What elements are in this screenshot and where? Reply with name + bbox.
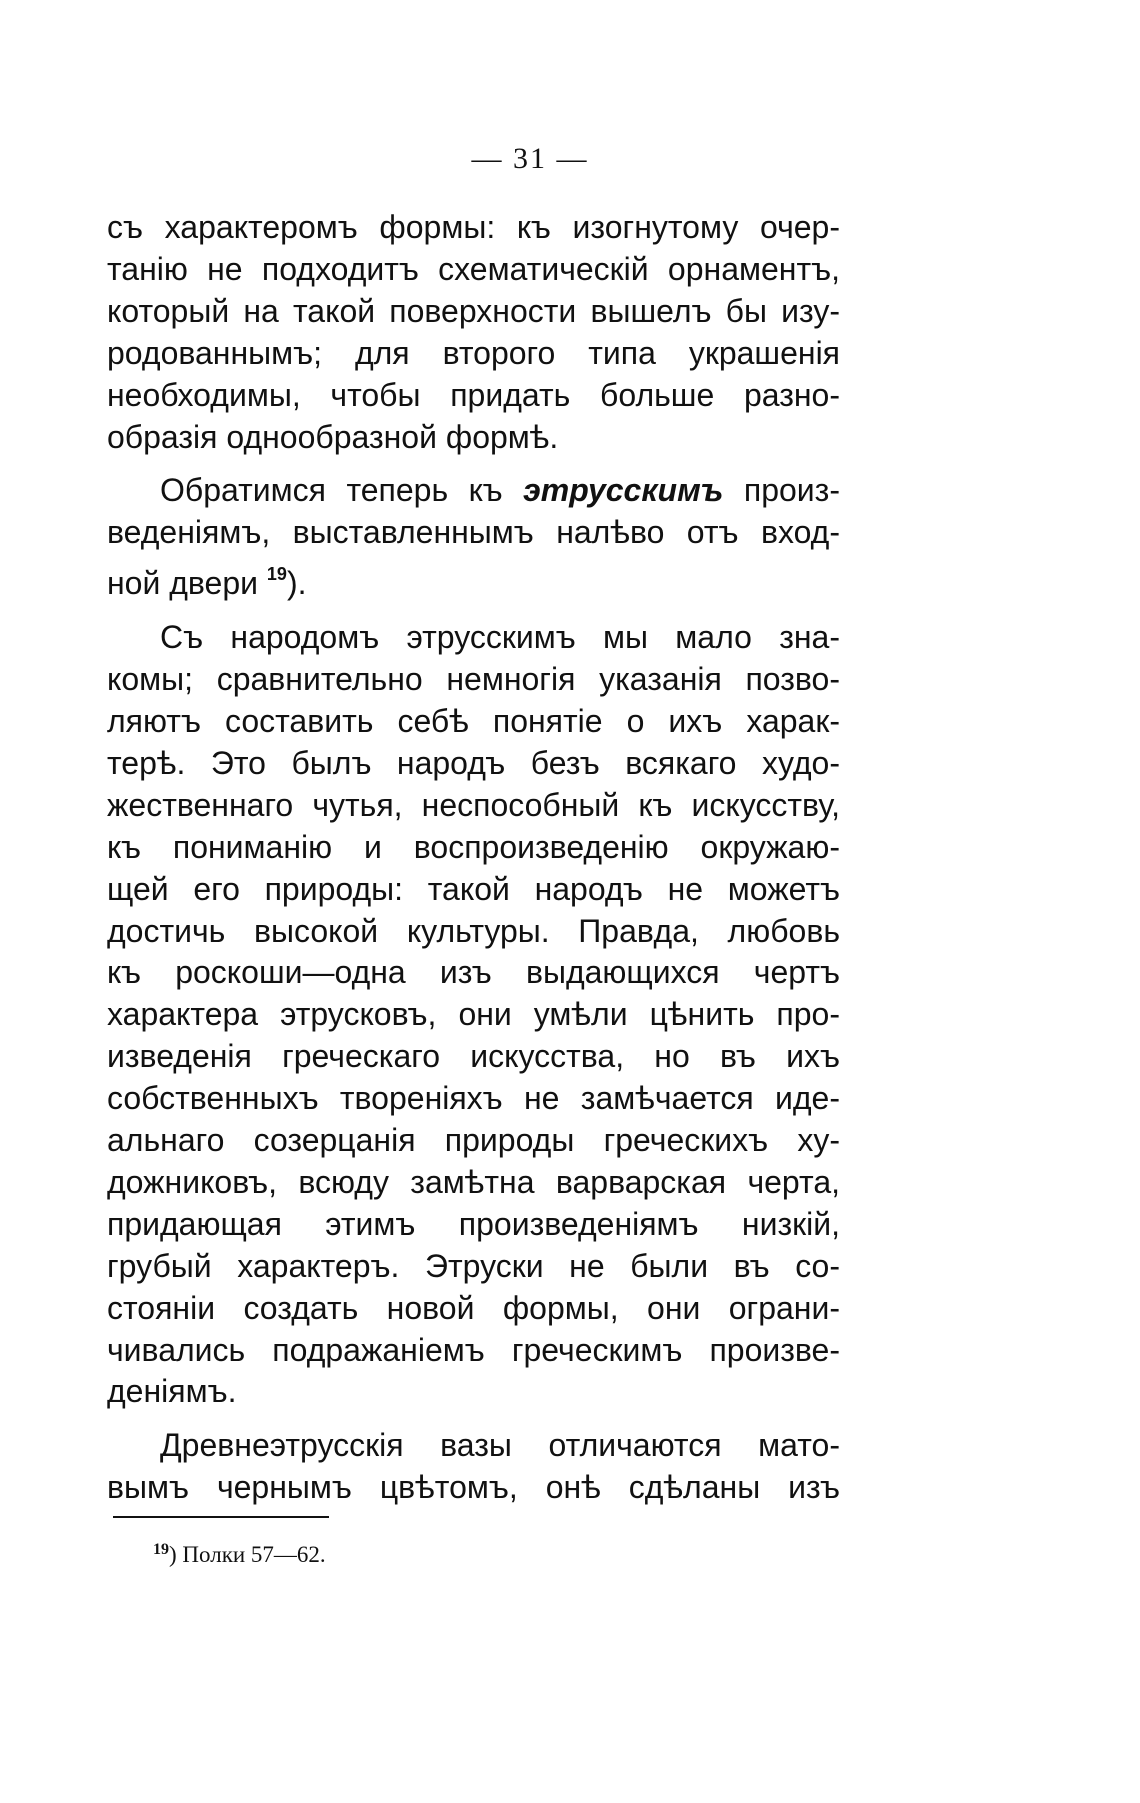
paragraph-4: [107, 1425, 840, 1509]
text-line: грубый характеръ. Этруски не были въ со-: [107, 1247, 840, 1284]
text-run: Обратимся теперь къ: [160, 472, 524, 509]
text-line: съ характеромъ формы: къ изогнутому очер-: [107, 209, 840, 245]
text-line: вымъ чернымъ цвѣтомъ, онѣ сдѣланы изъ: [107, 1469, 840, 1506]
text-line: Древнеэтрусскія вазы отличаются мато-: [160, 1427, 840, 1464]
footnote-reference: 19: [266, 564, 287, 585]
page-number: — 31 —: [471, 142, 589, 175]
text-line: собственныхъ твореніяхъ не замѣчается иде-: [107, 1080, 840, 1117]
text-line: необходимы, чтобы придать больше разно-: [107, 376, 840, 413]
emphasis-text: этрусскимъ: [523, 472, 724, 509]
text-line: альнаго созерцанія природы греческихъ ху-: [107, 1122, 840, 1159]
text-line: изведенія греческаго искусства, но въ ихъ: [107, 1038, 840, 1075]
text-line: комы; сравнительно немногія указанія позво-: [107, 661, 840, 698]
text-line: который на такой поверхности вышелъ бы изу-: [107, 292, 840, 329]
footnote-divider: [113, 1516, 329, 1518]
paragraph-3: [107, 617, 840, 1413]
paragraph-1: [107, 207, 840, 458]
text-line: характера этрусковъ, они умѣли цѣнить про-: [107, 996, 840, 1033]
text-line: [107, 554, 840, 605]
text-run: произ-: [723, 472, 840, 509]
text-line: жественнаго чутья, неспособный къ искусству,: [107, 786, 840, 823]
text-line: родованнымъ; для второго типа украшенія: [107, 334, 840, 371]
text-line: ляютъ составить себѣ понятіе о ихъ харак-: [107, 702, 840, 739]
text-run: ной двери: [107, 565, 267, 602]
footnote-text: ) Полки 57—62.: [169, 1542, 326, 1567]
text-line: Съ народомъ этрусскимъ мы мало зна-: [160, 619, 840, 656]
text-line: образія однообразной формѣ.: [107, 418, 559, 455]
text-line: достичь высокой культуры. Правда, любовь: [107, 912, 840, 949]
text-line: терѣ. Это былъ народъ безъ всякаго худо-: [107, 744, 840, 781]
text-line: къ роскоши—одна изъ выдающихся чертъ: [107, 954, 840, 991]
text-line: стояніи создать новой формы, они ограни-: [107, 1289, 840, 1326]
body-text: [107, 207, 840, 1509]
footnote: [153, 1541, 326, 1568]
text-line: [107, 470, 840, 512]
text-line: танію не подходитъ схематическій орнаментъ,: [107, 250, 840, 287]
text-line: чивались подражаніемъ греческимъ произве-: [107, 1331, 840, 1368]
text-line: къ пониманію и воспроизведенію окружаю-: [107, 828, 840, 865]
text-line: придающая этимъ произведеніямъ низкій,: [107, 1205, 840, 1242]
text-run: ).: [286, 565, 307, 602]
text-line: щей его природы: такой народъ не можетъ: [107, 870, 840, 907]
text-line: деніямъ.: [107, 1373, 237, 1410]
footnote-mark: 19: [153, 1541, 169, 1558]
text-line: веденіямъ, выставленнымъ налѣво отъ вход-: [107, 514, 840, 551]
paragraph-2: [107, 470, 840, 605]
text-line: дожниковъ, всюду замѣтна варварская черта,: [107, 1163, 840, 1200]
